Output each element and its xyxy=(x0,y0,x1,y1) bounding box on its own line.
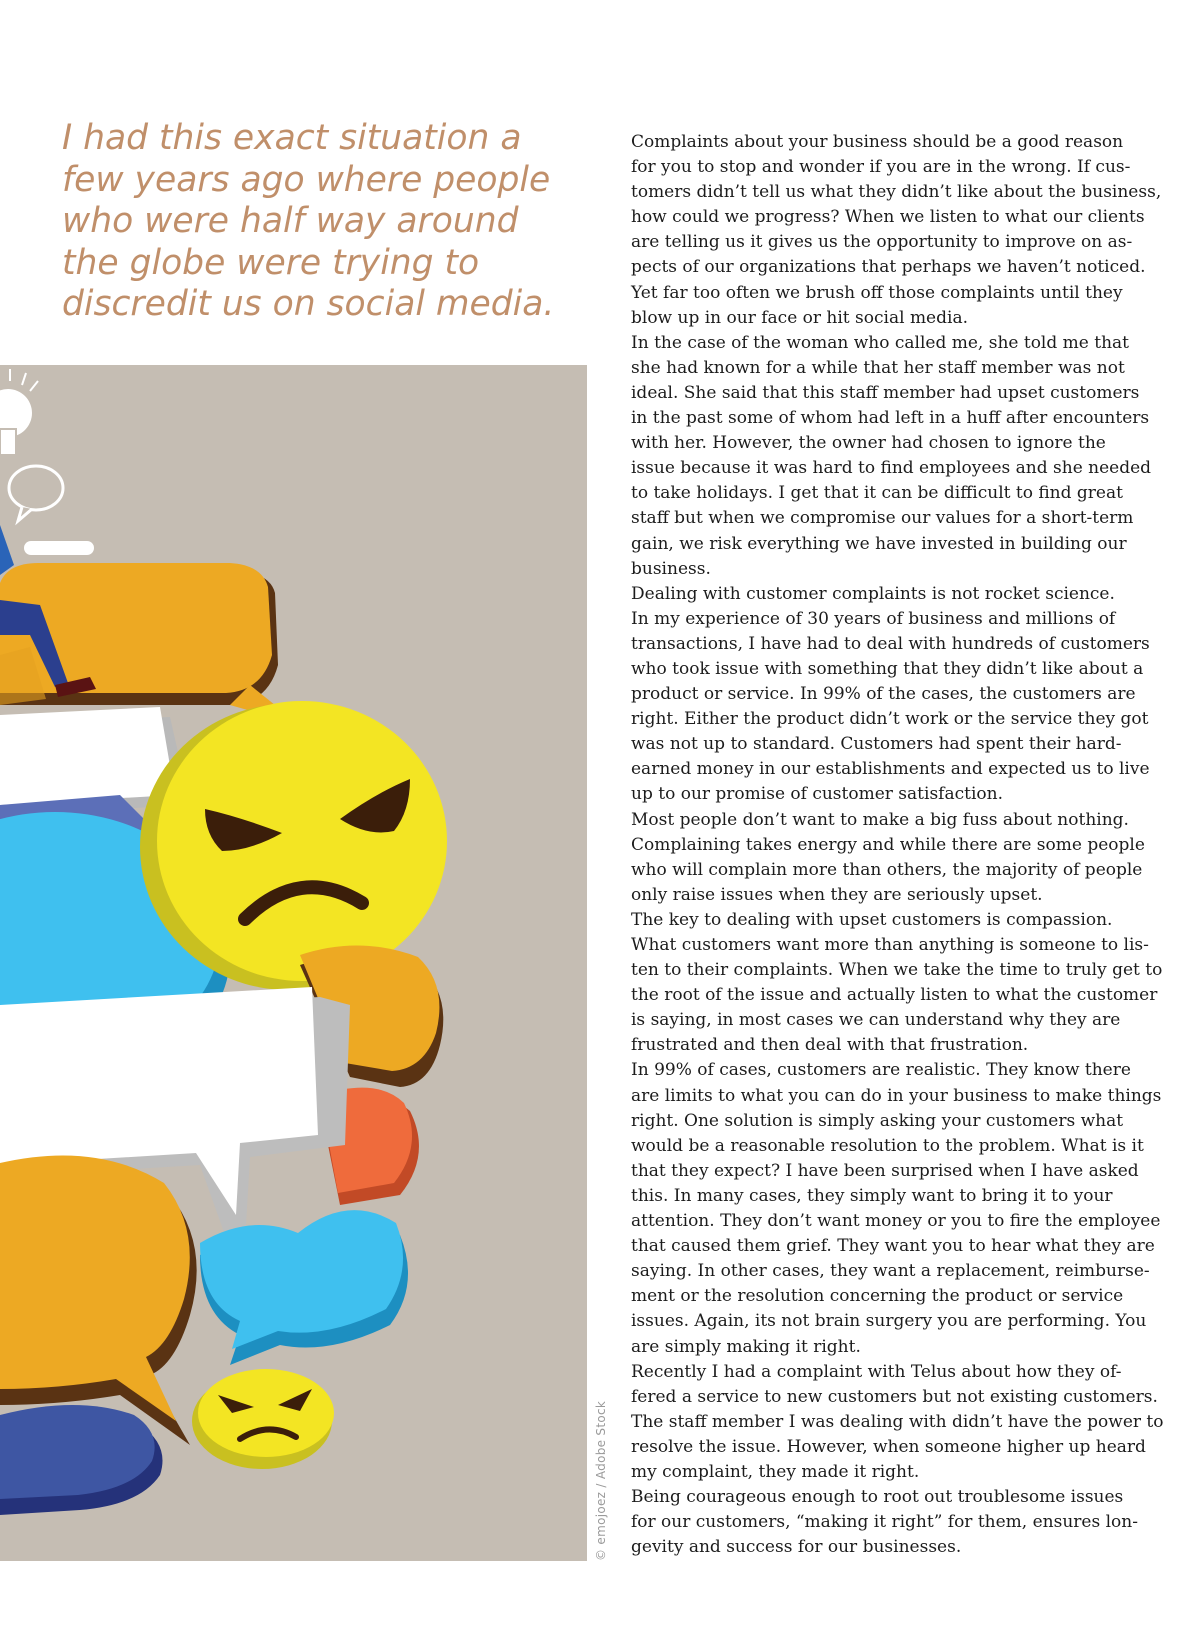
article-line: gain, we risk everything we have invested in building our xyxy=(631,533,1127,554)
illustration-artwork xyxy=(0,365,587,1561)
article-paragraph xyxy=(611,582,1150,808)
article-line: to take holidays. I get that it can be difficult to find great xyxy=(631,483,1123,504)
article-paragraph xyxy=(611,1360,1164,1485)
article-line: blow up in our face or hit social media. xyxy=(631,307,968,328)
blue-speech-bubble-small xyxy=(200,1210,408,1365)
chat-bubble-outline-icon xyxy=(9,466,63,521)
article-line: are simply making it right. xyxy=(631,1336,861,1357)
article-line: who took issue with something that they didn’t like about a xyxy=(631,658,1144,679)
lightbulb-icon xyxy=(0,369,38,455)
article-line: is saying, in most cases we can understand why they are xyxy=(631,1010,1121,1031)
article-line: the root of the issue and actually listen to what the customer xyxy=(631,985,1158,1006)
article-line: Recently I had a complaint with Telus about how they of- xyxy=(631,1361,1122,1382)
article-line: resolve the issue. However, when someone higher up heard xyxy=(631,1436,1146,1457)
article-line: right. Either the product didn’t work or the service they got xyxy=(631,709,1149,730)
article-line: how could we progress? When we listen to what our clients xyxy=(631,207,1145,228)
article-line: In the case of the woman who called me, she told me that xyxy=(631,332,1129,353)
pull-quote-line: the globe were trying to xyxy=(62,242,480,283)
article-line: earned money in our establishments and expected us to live xyxy=(631,759,1150,780)
article-line: in the past some of whom had left in a huff after encounters xyxy=(631,408,1150,429)
article-line: pects of our organizations that perhaps we haven’t noticed. xyxy=(631,257,1146,278)
article-paragraph xyxy=(611,130,1162,331)
article-line: for our customers, “making it right” for them, ensures lon- xyxy=(631,1512,1138,1533)
article-line: transactions, I have had to deal with hundreds of customers xyxy=(631,633,1150,654)
article-line: business. xyxy=(631,558,711,579)
article-line: Most people don’t want to make a big fuss about nothing. xyxy=(631,809,1129,830)
article-line: with her. However, the owner had chosen to ignore the xyxy=(631,433,1106,454)
pull-quote-line: who were half way around xyxy=(62,201,519,241)
article-line: for you to stop and wonder if you are in the wrong. If cus- xyxy=(631,157,1131,178)
angry-emoji-large-icon xyxy=(140,701,447,990)
article-body xyxy=(611,130,1164,1560)
article-line: What customers want more than anything is someone to lis- xyxy=(631,935,1149,955)
article-line: ideal. She said that this staff member had upset customers xyxy=(631,382,1140,403)
article-line: fered a service to new customers but not existing customers. xyxy=(631,1386,1158,1407)
article-line: who will complain more than others, the majority of people xyxy=(631,859,1143,880)
article-line: The key to dealing with upset customers is compassion. xyxy=(631,909,1113,930)
pull-quote-line: I had this exact situation a xyxy=(62,118,522,158)
article-line: up to our promise of customer satisfaction. xyxy=(631,784,1003,805)
pull-quote-line: discredit us on social media. xyxy=(62,284,555,324)
article-line: tomers didn’t tell us what they didn’t like about the business, xyxy=(631,182,1162,203)
article-line: right. One solution is simply asking your customers what xyxy=(631,1110,1124,1131)
orange-speech-bubble-bottom xyxy=(0,1155,197,1445)
pill-shape xyxy=(24,541,94,555)
article-line: Yet far too often we brush off those complaints until they xyxy=(631,282,1123,303)
article-line: she had known for a while that her staff member was not xyxy=(631,357,1125,378)
figure-shirt xyxy=(0,525,14,575)
article-line: Complaints about your business should be a good reason xyxy=(631,132,1124,152)
article-line: was not up to standard. Customers had spent their hard- xyxy=(631,734,1122,755)
article-paragraph xyxy=(611,908,1163,1059)
article-line: issues. Again, its not brain surgery you are performing. You xyxy=(631,1311,1147,1332)
article-line: are telling us it gives us the opportunity to improve on as- xyxy=(631,232,1133,253)
pull-quote xyxy=(62,118,582,326)
article-line: gevity and success for our businesses. xyxy=(631,1537,962,1558)
article-line: In my experience of 30 years of business and millions of xyxy=(631,608,1116,629)
article-line: Complaining takes energy and while there are some people xyxy=(631,834,1145,855)
article-line: Being courageous enough to root out troublesome issues xyxy=(631,1487,1124,1508)
article-line: issue because it was hard to find employees and she needed xyxy=(631,458,1152,479)
article-line: attention. They don’t want money or you to fire the employee xyxy=(631,1211,1161,1232)
article-line: Dealing with customer complaints is not rocket science. xyxy=(631,583,1115,604)
article-line: my complaint, they made it right. xyxy=(631,1461,920,1482)
article-line: only raise issues when they are seriously upset. xyxy=(631,884,1043,905)
pull-quote-line: few years ago where people xyxy=(62,159,551,200)
article-paragraph xyxy=(611,1058,1162,1359)
article-line: that they expect? I have been surprised when I have asked xyxy=(631,1160,1139,1181)
angry-emoji-small-icon xyxy=(192,1369,334,1469)
article-paragraph xyxy=(611,331,1152,582)
article-line: would be a reasonable resolution to the problem. What is it xyxy=(631,1135,1144,1156)
article-paragraph xyxy=(611,1485,1138,1560)
article-line: saying. In other cases, they want a replacement, reimburse- xyxy=(631,1261,1150,1282)
navy-speech-bubble xyxy=(0,1405,163,1515)
article-line: that caused them grief. They want you to hear what they are xyxy=(631,1236,1155,1257)
angry-emoji-speech-bubbles-illustration xyxy=(0,365,587,1561)
article-line: frustrated and then deal with that frustration. xyxy=(631,1035,1029,1056)
article-line: In 99% of cases, customers are realistic. They know there xyxy=(631,1060,1131,1081)
article-line: ten to their complaints. When we take the time to truly get to xyxy=(631,960,1163,981)
article-line: product or service. In 99% of the cases, the customers are xyxy=(631,684,1136,705)
article-line: staff but when we compromise our values for a short-term xyxy=(631,508,1134,529)
article-line: are limits to what you can do in your business to make things xyxy=(631,1085,1162,1106)
article-line: ment or the resolution concerning the product or service xyxy=(631,1286,1124,1307)
article-line: this. In many cases, they simply want to bring it to your xyxy=(631,1185,1113,1206)
image-credit: © emojoez / Adobe Stock xyxy=(594,1400,608,1561)
article-paragraph xyxy=(611,808,1145,908)
article-line: The staff member I was dealing with didn’t have the power to xyxy=(631,1411,1164,1432)
